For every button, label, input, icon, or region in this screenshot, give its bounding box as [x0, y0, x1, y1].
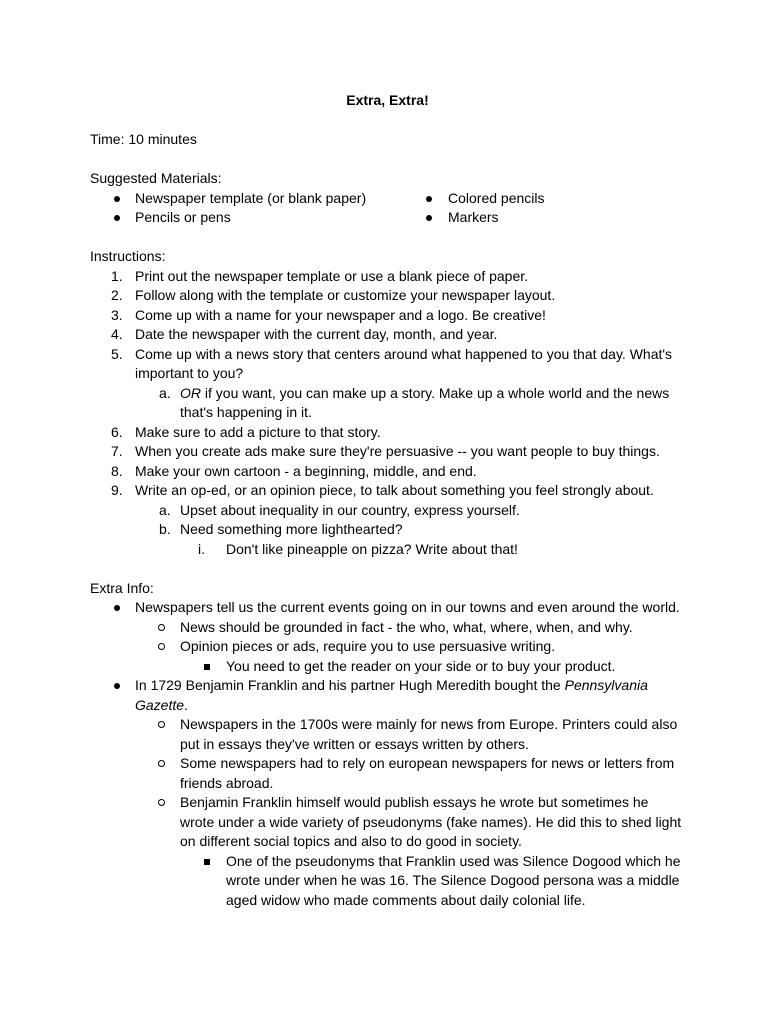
list-item: In 1729 Benjamin Franklin and his partner Hugh Meredith bought the Pennsylvania Gazette. [90, 676, 685, 715]
list-subitem: Some newspapers had to rely on european newspapers for news or letters from friends abroad. [90, 754, 685, 793]
list-item: 8. Make your own cartoon - a beginning, middle, and end. [111, 462, 477, 479]
extra-info-list [90, 598, 685, 910]
bullet-icon [114, 605, 120, 611]
list-subitem: News should be grounded in fact - the who, what, where, when, and why. [90, 618, 685, 638]
instructions-heading: Instructions: [90, 248, 166, 264]
list-subitem: a. OR if you want, you can make up a story. Make up a whole world and the news that's happening in it. [159, 384, 670, 420]
list-item: 4. Date the newspaper with the current day, month, and year. [111, 326, 498, 342]
list-item: Newspaper template (or blank paper) [90, 189, 426, 209]
instructions-list [90, 267, 685, 560]
list-subsubitem: i. Don't like pineapple on pizza? Write about that! [198, 540, 518, 557]
list-item: 3. Come up with a name for your newspaper and a logo. Be creative! [111, 306, 546, 323]
list-item: 7. When you create ads make sure they're persuasive -- you want people to buy things. [111, 443, 660, 459]
bullet-icon [114, 196, 120, 202]
materials-heading: Suggested Materials: [90, 170, 222, 186]
list-subitem: b. Need something more lighthearted? [159, 521, 403, 537]
square-bullet-icon [204, 664, 210, 670]
list-item: Pencils or pens [90, 208, 426, 228]
bullet-icon [114, 683, 120, 689]
list-subitem: a. Upset about inequality in our country, express yourself. [159, 501, 520, 518]
hollow-bullet-icon [158, 760, 165, 767]
list-item: 6. Make sure to add a picture to that story. [111, 423, 381, 440]
square-bullet-icon [204, 859, 210, 865]
list-item: 5. Come up with a news story that centers around what happened to you that day. What's important to you? [111, 345, 673, 381]
list-item: 2. Follow along with the template or customize your newspaper layout. [111, 287, 556, 303]
bullet-icon [114, 215, 120, 221]
extra-info-heading: Extra Info: [90, 579, 154, 596]
list-item: Markers [426, 208, 685, 228]
page-title: Extra, Extra! [346, 92, 429, 108]
hollow-bullet-icon [158, 799, 165, 806]
list-subitem: Opinion pieces or ads, require you to use persuasive writing. [90, 637, 685, 657]
materials-list [90, 189, 685, 228]
list-subitem: Benjamin Franklin himself would publish essays he wrote but sometimes he wrote under a wide variety of pseudonyms (fake names). He did this to shed light on different social topics and also to do good in society. [90, 793, 685, 852]
list-item: Newspapers tell us the current events going on in our towns and even around the world. [90, 598, 685, 618]
hollow-bullet-icon [158, 643, 165, 650]
list-subsubitem: You need to get the reader on your side or to buy your product. [90, 657, 685, 677]
list-subitem: Newspapers in the 1700s were mainly for news from Europe. Printers could also put in essays they've written or essays written by others. [90, 715, 685, 754]
hollow-bullet-icon [158, 721, 165, 728]
time-line: Time: 10 minutes [90, 131, 197, 147]
bullet-icon [426, 196, 432, 202]
hollow-bullet-icon [158, 624, 165, 631]
bullet-icon [426, 215, 432, 221]
document-body [90, 91, 685, 910]
list-item: Colored pencils [426, 189, 685, 209]
list-subsubitem: One of the pseudonyms that Franklin used was Silence Dogood which he wrote under when he was 16. The Silence Dogood persona was a middle aged widow who made comments about daily colonial life. [90, 852, 685, 911]
list-item: 9. Write an op-ed, or an opinion piece, to talk about something you feel strongly about. [111, 482, 654, 498]
list-item: 1. Print out the newspaper template or use a blank piece of paper. [111, 267, 529, 284]
